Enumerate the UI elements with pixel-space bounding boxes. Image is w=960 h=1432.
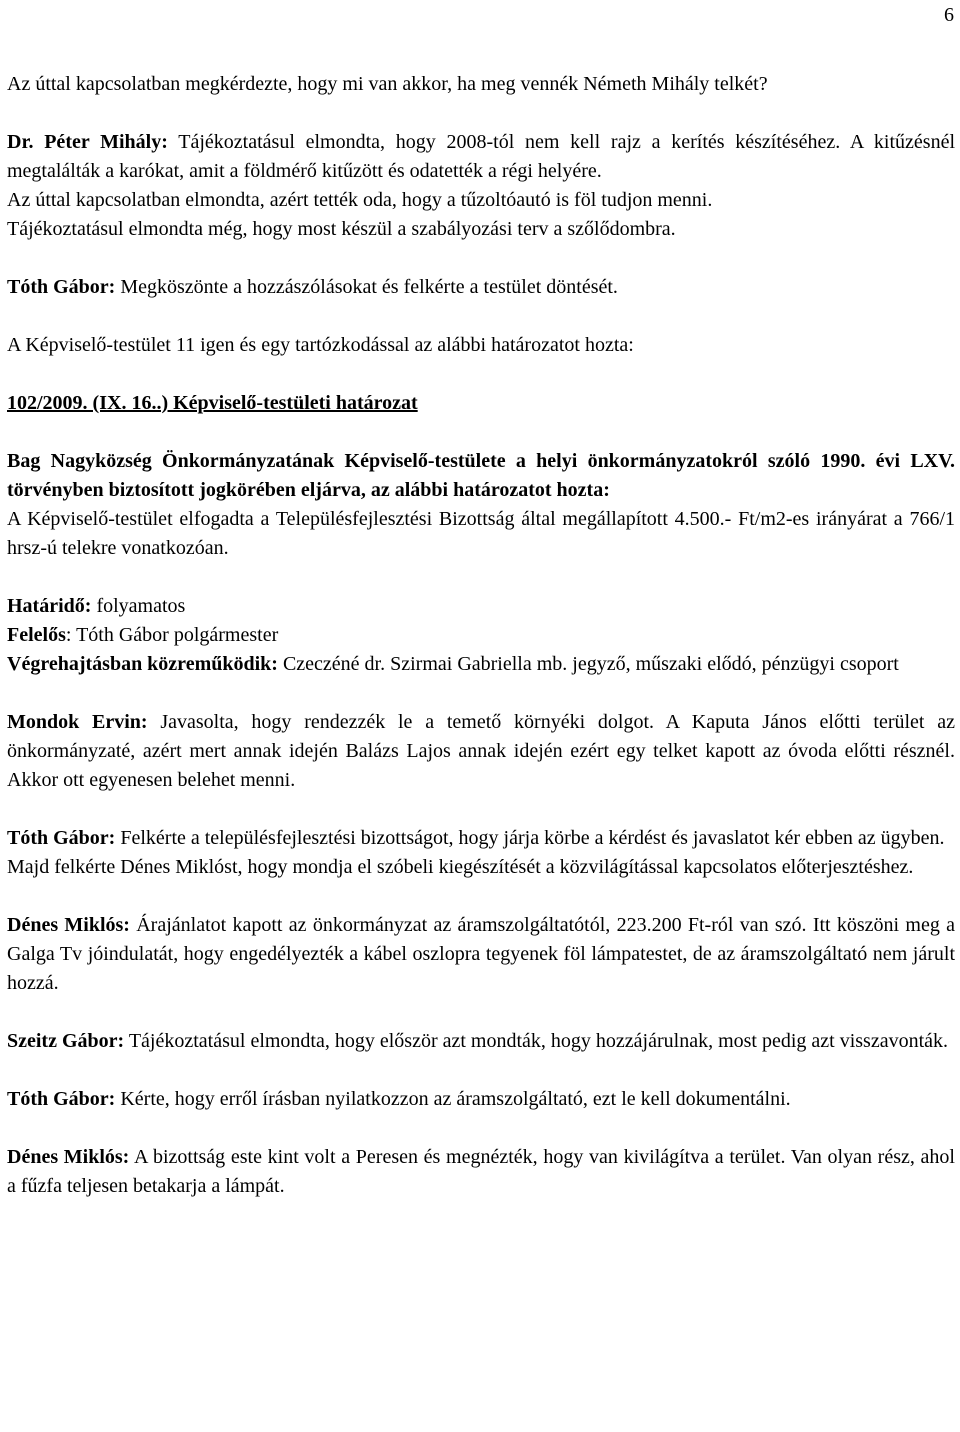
body-text: Tájékoztatásul elmondta, hogy 2008-tól nem kell rajz a kerítés készítéséhez. A kitűzésnél megtalálták a karókat, amit a földmérő kitűzött és odatették a régi helyére. xyxy=(7,131,956,182)
body-text: Majd felkérte Dénes Miklóst, hogy mondja el szóbeli kiegészítését a közvilágítással kapcsolatos előterjesztéshez. xyxy=(7,856,914,878)
paragraph xyxy=(7,824,955,853)
body-text: A Képviselő-testület elfogadta a Településfejlesztési Bizottság által megállapított 4.500.- Ft/m2-es irányárat a 766/1 hrsz-ú telekre vonatkozóan. xyxy=(7,508,955,559)
speaker-or-heading-text: Határidő: xyxy=(7,595,92,617)
body-text: Az úttal kapcsolatban megkérdezte, hogy mi van akkor, ha meg vennék Németh Mihály telkét? xyxy=(7,73,768,95)
paragraph xyxy=(7,128,955,186)
body-text: : Tóth Gábor polgármester xyxy=(65,624,279,646)
speaker-or-heading-text: Tóth Gábor: xyxy=(7,1088,116,1110)
paragraph xyxy=(7,1027,955,1056)
speaker-or-heading-text: Szeitz Gábor: xyxy=(7,1030,125,1052)
paragraph xyxy=(7,853,955,882)
body-text: Javasolta, hogy rendezzék le a temető környéki dolgot. A Kaputa János előtti terület az önkormányzaté, azért mert annak idején Balázs Lajos annak idején ezért egy telket kapott az óvoda előtti résznél. Akkor ott egyenesen belehet menni. xyxy=(7,711,955,791)
body-text: Tájékoztatásul elmondta, hogy először azt mondták, hogy hozzájárulnak, most pedig azt visszavonták. xyxy=(124,1030,949,1052)
paragraph-gap xyxy=(7,360,955,389)
speaker-or-heading-text: Végrehajtásban közreműködik: xyxy=(7,653,278,675)
speaker-or-heading-text: 102/2009. (IX. 16..) Képviselő-testületi határozat xyxy=(7,392,418,414)
paragraph-gap xyxy=(7,998,955,1027)
paragraph-gap xyxy=(7,563,955,592)
paragraph-gap xyxy=(7,99,955,128)
speaker-or-heading-text: Felelős xyxy=(7,624,66,646)
body-text: Felkérte a településfejlesztési bizottságot, hogy járja körbe a kérdést és javaslatot kér ebben az ügyben. xyxy=(115,827,945,849)
speaker-or-heading-text: Tóth Gábor: xyxy=(7,276,116,298)
body-text: Az úttal kapcsolatban elmondta, azért tették oda, hogy a tűzoltóautó is föl tudjon menni. xyxy=(7,189,713,211)
paragraph xyxy=(7,1143,955,1201)
body-text: A Képviselő-testület 11 igen és egy tartózkodással az alábbi határozatot hozta: xyxy=(7,334,634,356)
paragraph xyxy=(7,273,955,302)
paragraph-gap xyxy=(7,1114,955,1143)
paragraph-gap xyxy=(7,882,955,911)
paragraph-gap xyxy=(7,302,955,331)
paragraph xyxy=(7,389,955,418)
body-text: Megköszönte a hozzászólásokat és felkérte a testület döntését. xyxy=(115,276,618,298)
speaker-or-heading-text: Mondok Ervin: xyxy=(7,711,148,733)
paragraph-gap xyxy=(7,795,955,824)
page-number: 6 xyxy=(944,4,954,26)
paragraph-gap xyxy=(7,418,955,447)
speaker-or-heading-text: Tóth Gábor: xyxy=(7,827,116,849)
speaker-or-heading-text: Dr. Péter Mihály: xyxy=(7,131,168,153)
body-text: A bizottság este kint volt a Peresen és megnézték, hogy van kivilágítva a terület. Van olyan rész, ahol a fűzfa teljesen betakarja a lámpát. xyxy=(7,1146,955,1197)
paragraph-gap xyxy=(7,679,955,708)
body-text: Czeczéné dr. Szirmai Gabriella mb. jegyző, műszaki elődó, pénzügyi csoport xyxy=(277,653,899,675)
speaker-or-heading-text: Bag Nagyközség Önkormányzatának Képviselő-testülete a helyi önkormányzatokról szóló 1990. évi LXV. törvényben biztosított jogkörében eljárva, az alábbi határozatot hozta: xyxy=(7,450,955,501)
body-text: Tájékoztatásul elmondta még, hogy most készül a szabályozási terv a szőlődombra. xyxy=(7,218,676,240)
paragraph xyxy=(7,70,955,99)
body-text: folyamatos xyxy=(91,595,186,617)
document-body xyxy=(7,70,955,1201)
paragraph xyxy=(7,505,955,563)
paragraph-gap xyxy=(7,1056,955,1085)
paragraph xyxy=(7,447,955,505)
paragraph xyxy=(7,1085,955,1114)
body-text: Árajánlatot kapott az önkormányzat az áramszolgáltatótól, 223.200 Ft-ról van szó. Itt köszöni meg a Galga Tv jóindulatát, hogy engedélyezték a kábel oszlopra tegyenek föl lámpatestet, de az áramszolgáltató nem járult hozzá. xyxy=(7,914,955,994)
paragraph xyxy=(7,331,955,360)
paragraph xyxy=(7,621,955,650)
paragraph xyxy=(7,215,955,244)
paragraph xyxy=(7,592,955,621)
paragraph xyxy=(7,650,955,679)
paragraph xyxy=(7,708,955,795)
body-text: Kérte, hogy erről írásban nyilatkozzon az áramszolgáltató, ezt le kell dokumentálni. xyxy=(115,1088,791,1110)
speaker-or-heading-text: Dénes Miklós: xyxy=(7,914,130,936)
paragraph xyxy=(7,911,955,998)
paragraph-gap xyxy=(7,244,955,273)
paragraph xyxy=(7,186,955,215)
speaker-or-heading-text: Dénes Miklós: xyxy=(7,1146,130,1168)
